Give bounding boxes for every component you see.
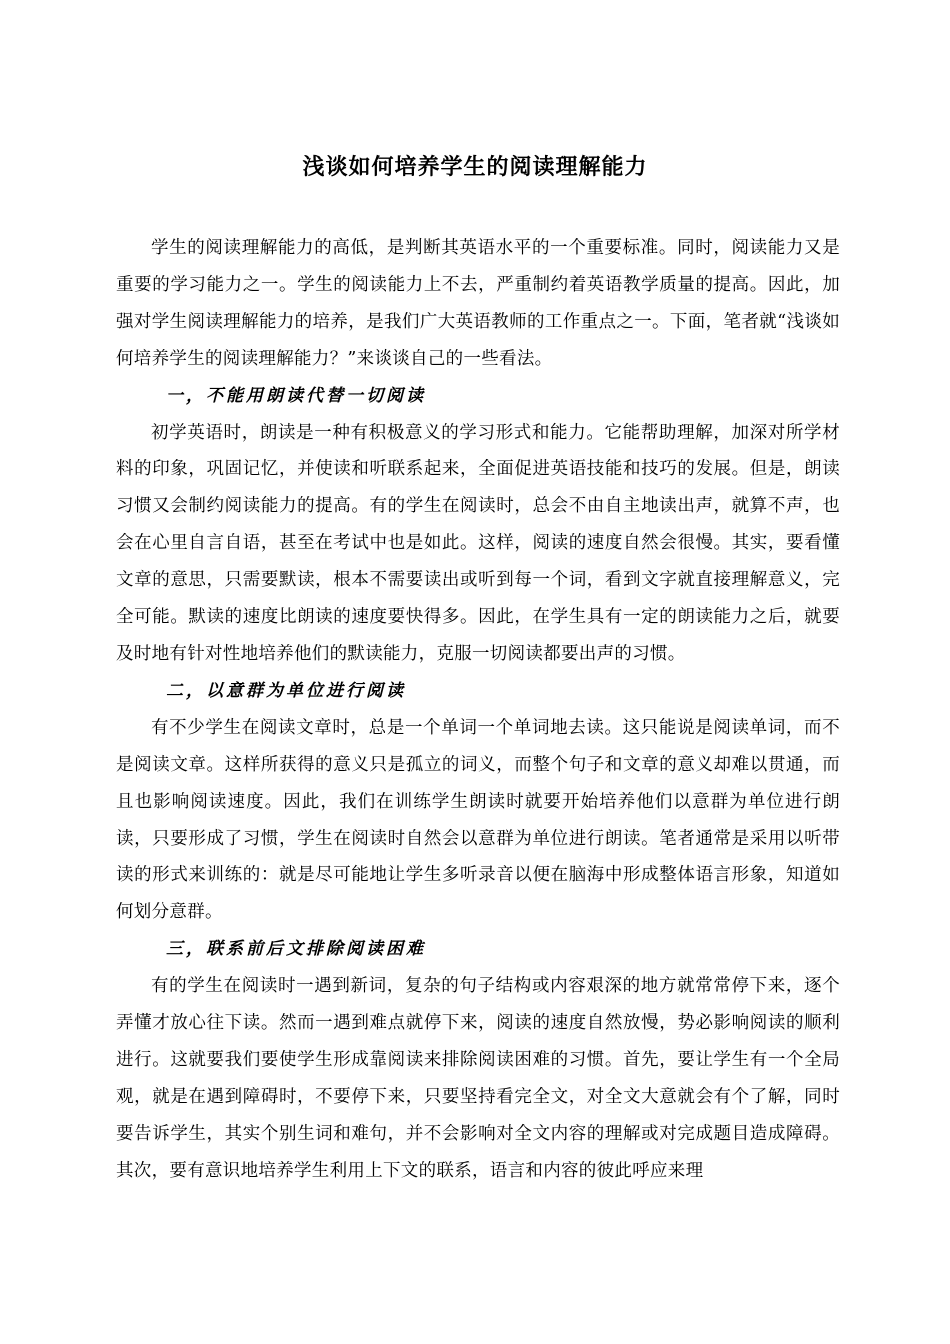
document-title: 浅谈如何培养学生的阅读理解能力: [302, 155, 648, 180]
section-paragraph-3: 有的学生在阅读时一遇到新词，复杂的句子结构或内容艰深的地方就常常停下来，逐个弄懂才放心往下读。然而一遇到难点就停下来，阅读的速度自然放慢，势必影响阅读的顺利进行。这就要我们要使学生形成靠阅读来排除阅读困难的习惯。首先，要让学生有一个全局观，就是在遇到障碍时，不要停下来，只要坚持看完全文，对全文大意就会有个了解，同时要告诉学生，其实个别生词和难句，并不会影响对全文内容的理解或对完成题目造成障碍。其次，要有意识地培养学生利用上下文的联系，语言和内容的彼此呼应来理: [116, 976, 840, 1181]
section-heading-1: 一，不能用朗读代替一切阅读: [166, 385, 426, 406]
intro-paragraph: 学生的阅读理解能力的高低，是判断其英语水平的一个重要标准。同时，阅读能力又是重要的学习能力之一。学生的阅读能力上不去，严重制约着英语教学质量的提高。因此，加强对学生阅读理解能力的培养，是我们广大英语教师的工作重点之一。下面，笔者就“浅谈如何培养学生的阅读理解能力？”来谈谈自己的一些看法。: [116, 238, 840, 369]
document-body: [116, 230, 840, 1190]
section-heading-2: 二，以意群为单位进行阅读: [166, 680, 406, 701]
section-paragraph-2: 有不少学生在阅读文章时，总是一个单词一个单词地去读。这只能说是阅读单词，而不是阅读文章。这样所获得的意义只是孤立的词义，而整个句子和文章的意义却难以贯通，而且也影响阅读速度。因此，我们在训练学生朗读时就要开始培养他们以意群为单位进行朗读，只要形成了习惯，学生在阅读时自然会以意群为单位进行朗读。笔者通常是采用以听带读的形式来训练的：就是尽可能地让学生多听录音以便在脑海中形成整体语言形象，知道如何划分意群。: [116, 717, 840, 923]
section-paragraph-1: 初学英语时，朗读是一种有积极意义的学习形式和能力。它能帮助理解，加深对所学材料的印象，巩固记忆，并使读和听联系起来，全面促进英语技能和技巧的发展。但是，朗读习惯又会制约阅读能力的提高。有的学生在阅读时，总会不由自主地读出声，就算不声，也会在心里自言自语，甚至在考试中也是如此。这样，阅读的速度自然会很慢。其实，要看懂文章的意思，只需要默读，根本不需要读出或听到每一个词，看到文字就直接理解意义，完全可能。默读的速度比朗读的速度要快得多。因此，在学生具有一定的朗读能力之后，就要及时地有针对性地培养他们的默读能力，克服一切阅读都要出声的习惯。: [116, 422, 840, 664]
section-heading-3: 三，联系前后文排除阅读困难: [166, 939, 426, 960]
